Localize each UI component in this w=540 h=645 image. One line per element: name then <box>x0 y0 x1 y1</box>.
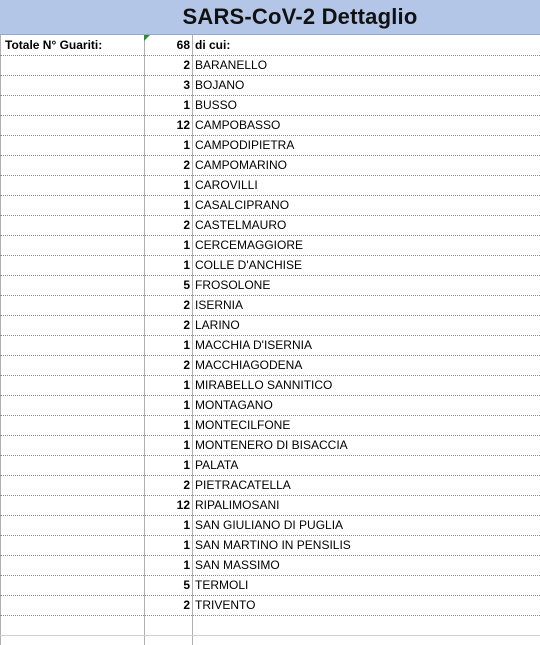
empty-cell[interactable] <box>0 315 144 335</box>
town-cell[interactable]: BOJANO <box>195 78 245 92</box>
count-cell[interactable]: 2 <box>183 58 190 72</box>
town-cell[interactable]: MONTAGANO <box>195 398 273 412</box>
empty-cell[interactable] <box>0 575 144 595</box>
town-cell[interactable]: SAN MARTINO IN PENSILIS <box>195 538 351 552</box>
table-row <box>0 275 540 296</box>
table-row <box>0 295 540 316</box>
town-cell[interactable]: TERMOLI <box>195 578 249 592</box>
table-row <box>0 435 540 456</box>
empty-cell[interactable] <box>0 235 144 255</box>
table-row <box>0 455 540 476</box>
town-cell[interactable]: CASALCIPRANO <box>195 198 290 212</box>
table-row <box>0 415 540 436</box>
table-row <box>0 215 540 236</box>
count-cell[interactable]: 1 <box>183 178 190 192</box>
table-row <box>0 515 540 536</box>
table-row <box>0 375 540 396</box>
empty-cell[interactable] <box>0 195 144 215</box>
empty-cell[interactable] <box>0 375 144 395</box>
count-cell[interactable]: 12 <box>176 118 190 132</box>
table-row <box>0 175 540 196</box>
summary-row <box>0 35 540 56</box>
town-cell[interactable]: CAMPODIPIETRA <box>195 138 295 152</box>
town-cell[interactable]: PALATA <box>195 458 239 472</box>
count-cell[interactable]: 1 <box>183 558 190 572</box>
count-cell[interactable]: 2 <box>183 358 190 372</box>
empty-cell[interactable] <box>0 215 144 235</box>
empty-cell[interactable] <box>0 535 144 555</box>
table-row <box>0 475 540 496</box>
count-cell[interactable]: 2 <box>183 158 190 172</box>
title-row <box>0 0 540 35</box>
town-cell[interactable]: MACCHIAGODENA <box>195 358 303 372</box>
count-cell[interactable]: 1 <box>183 418 190 432</box>
count-cell[interactable]: 12 <box>176 498 190 512</box>
table-row <box>0 395 540 416</box>
empty-cell[interactable] <box>0 55 144 75</box>
empty-cell[interactable] <box>0 455 144 475</box>
town-cell[interactable]: MIRABELLO SANNITICO <box>195 378 333 392</box>
empty-cell[interactable] <box>0 555 144 575</box>
town-cell[interactable]: BUSSO <box>195 98 238 112</box>
table-row <box>0 255 540 276</box>
town-cell[interactable]: CAMPOBASSO <box>195 118 281 132</box>
town-cell[interactable]: CERCEMAGGIORE <box>195 238 304 252</box>
town-cell[interactable]: CAROVILLI <box>195 178 258 192</box>
empty-cell[interactable] <box>0 155 144 175</box>
table-row <box>0 75 540 96</box>
table-row <box>0 335 540 356</box>
table-row <box>0 535 540 556</box>
town-cell[interactable]: ISERNIA <box>195 298 244 312</box>
empty-cell[interactable] <box>0 515 144 535</box>
town-cell[interactable]: RIPALIMOSANI <box>195 498 280 512</box>
table-row <box>0 575 540 596</box>
empty-cell[interactable] <box>0 355 144 375</box>
table-row <box>0 595 540 616</box>
table-row <box>0 355 540 376</box>
count-cell[interactable]: 1 <box>183 518 190 532</box>
count-cell[interactable]: 1 <box>183 538 190 552</box>
empty-cell[interactable] <box>0 175 144 195</box>
table-row <box>0 135 540 156</box>
empty-cell[interactable] <box>0 415 144 435</box>
count-cell[interactable]: 2 <box>183 318 190 332</box>
empty-cell[interactable] <box>0 595 144 615</box>
count-cell[interactable]: 1 <box>183 338 190 352</box>
empty-cell[interactable] <box>0 475 144 495</box>
count-cell[interactable]: 3 <box>183 78 190 92</box>
count-cell[interactable]: 1 <box>183 458 190 472</box>
count-cell[interactable]: 2 <box>183 478 190 492</box>
table-row <box>0 555 540 576</box>
town-cell[interactable]: SAN MASSIMO <box>195 558 280 572</box>
table-row <box>0 235 540 256</box>
town-cell[interactable]: COLLE D'ANCHISE <box>195 258 302 272</box>
town-cell[interactable]: MONTECILFONE <box>195 418 291 432</box>
count-cell[interactable]: 1 <box>183 138 190 152</box>
count-cell[interactable]: 2 <box>183 598 190 612</box>
town-cell[interactable]: SAN GIULIANO DI PUGLIA <box>195 518 344 532</box>
table-row <box>0 495 540 516</box>
comment-indicator-icon <box>144 35 150 41</box>
town-cell[interactable]: CASTELMAURO <box>195 218 287 232</box>
empty-row <box>0 615 540 636</box>
page-title: SARS-CoV-2 Dettaglio <box>182 4 418 29</box>
total-value[interactable]: 68 <box>176 38 190 52</box>
total-label[interactable]: Totale N° Guariti: <box>5 38 103 52</box>
empty-cell[interactable] <box>0 95 144 115</box>
empty-cell[interactable] <box>0 395 144 415</box>
town-cell[interactable]: BARANELLO <box>195 58 268 72</box>
empty-cell[interactable] <box>0 335 144 355</box>
town-cell[interactable]: MONTENERO DI BISACCIA <box>195 438 348 452</box>
count-cell[interactable]: 2 <box>183 218 190 232</box>
count-cell[interactable]: 1 <box>183 238 190 252</box>
empty-cell[interactable] <box>0 295 144 315</box>
empty-cell[interactable] <box>0 435 144 455</box>
count-cell[interactable]: 1 <box>183 398 190 412</box>
table-row <box>0 195 540 216</box>
town-cell[interactable]: CAMPOMARINO <box>195 158 288 172</box>
count-cell[interactable]: 5 <box>183 578 190 592</box>
table-row <box>0 155 540 176</box>
town-cell[interactable]: LARINO <box>195 318 240 332</box>
count-cell[interactable]: 1 <box>183 198 190 212</box>
count-cell[interactable]: 1 <box>183 378 190 392</box>
total-suffix[interactable]: di cui: <box>195 38 231 52</box>
empty-cell[interactable] <box>0 135 144 155</box>
empty-cell[interactable] <box>0 75 144 95</box>
town-cell[interactable]: PIETRACATELLA <box>195 478 291 492</box>
count-cell[interactable]: 1 <box>183 98 190 112</box>
count-cell[interactable]: 2 <box>183 298 190 312</box>
count-cell[interactable]: 5 <box>183 278 190 292</box>
table-row <box>0 115 540 136</box>
town-cell[interactable]: FROSOLONE <box>195 278 271 292</box>
town-cell[interactable]: MACCHIA D'ISERNIA <box>195 338 312 352</box>
empty-cell[interactable] <box>0 115 144 135</box>
empty-cell[interactable] <box>0 495 144 515</box>
empty-cell[interactable] <box>0 275 144 295</box>
count-cell[interactable]: 1 <box>183 258 190 272</box>
town-cell[interactable]: TRIVENTO <box>195 598 256 612</box>
empty-cell[interactable] <box>0 255 144 275</box>
table-row <box>0 95 540 116</box>
table-row <box>0 315 540 336</box>
table-row <box>0 55 540 76</box>
count-cell[interactable]: 1 <box>183 438 190 452</box>
